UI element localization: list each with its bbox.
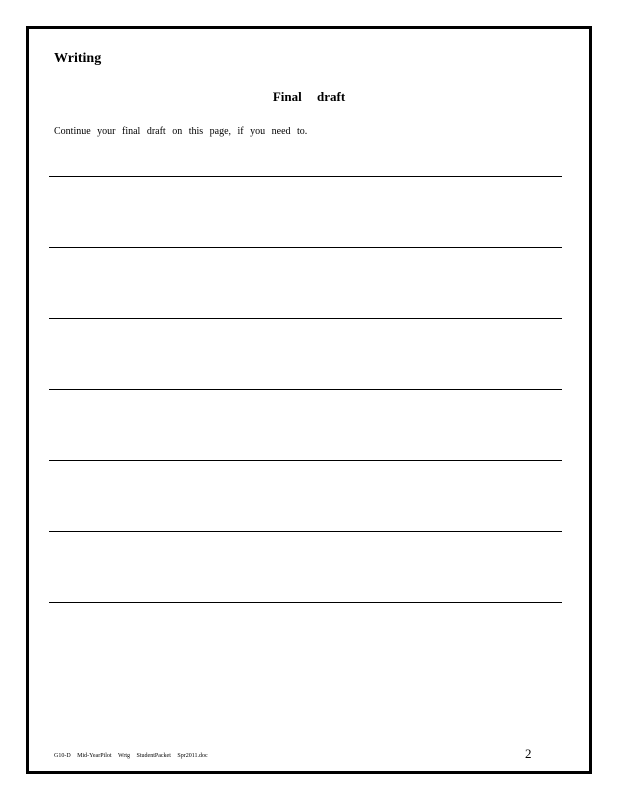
page-title: Final draft <box>272 89 346 104</box>
instruction-text: Continue your final draft on this page, if you need to. <box>54 126 308 137</box>
writing-line[interactable] <box>49 176 562 177</box>
writing-line[interactable] <box>49 389 562 390</box>
writing-line[interactable] <box>49 318 562 319</box>
page-number: 2 <box>525 746 532 761</box>
writing-line[interactable] <box>49 247 562 248</box>
writing-line[interactable] <box>49 602 562 603</box>
writing-line[interactable] <box>49 460 562 461</box>
footer-info: G10-D Mid-YearPilot Wrtg StudentPacket Spr2011.doc <box>54 753 208 759</box>
section-heading: Writing <box>54 51 102 66</box>
page-border <box>26 26 592 774</box>
writing-line[interactable] <box>49 531 562 532</box>
